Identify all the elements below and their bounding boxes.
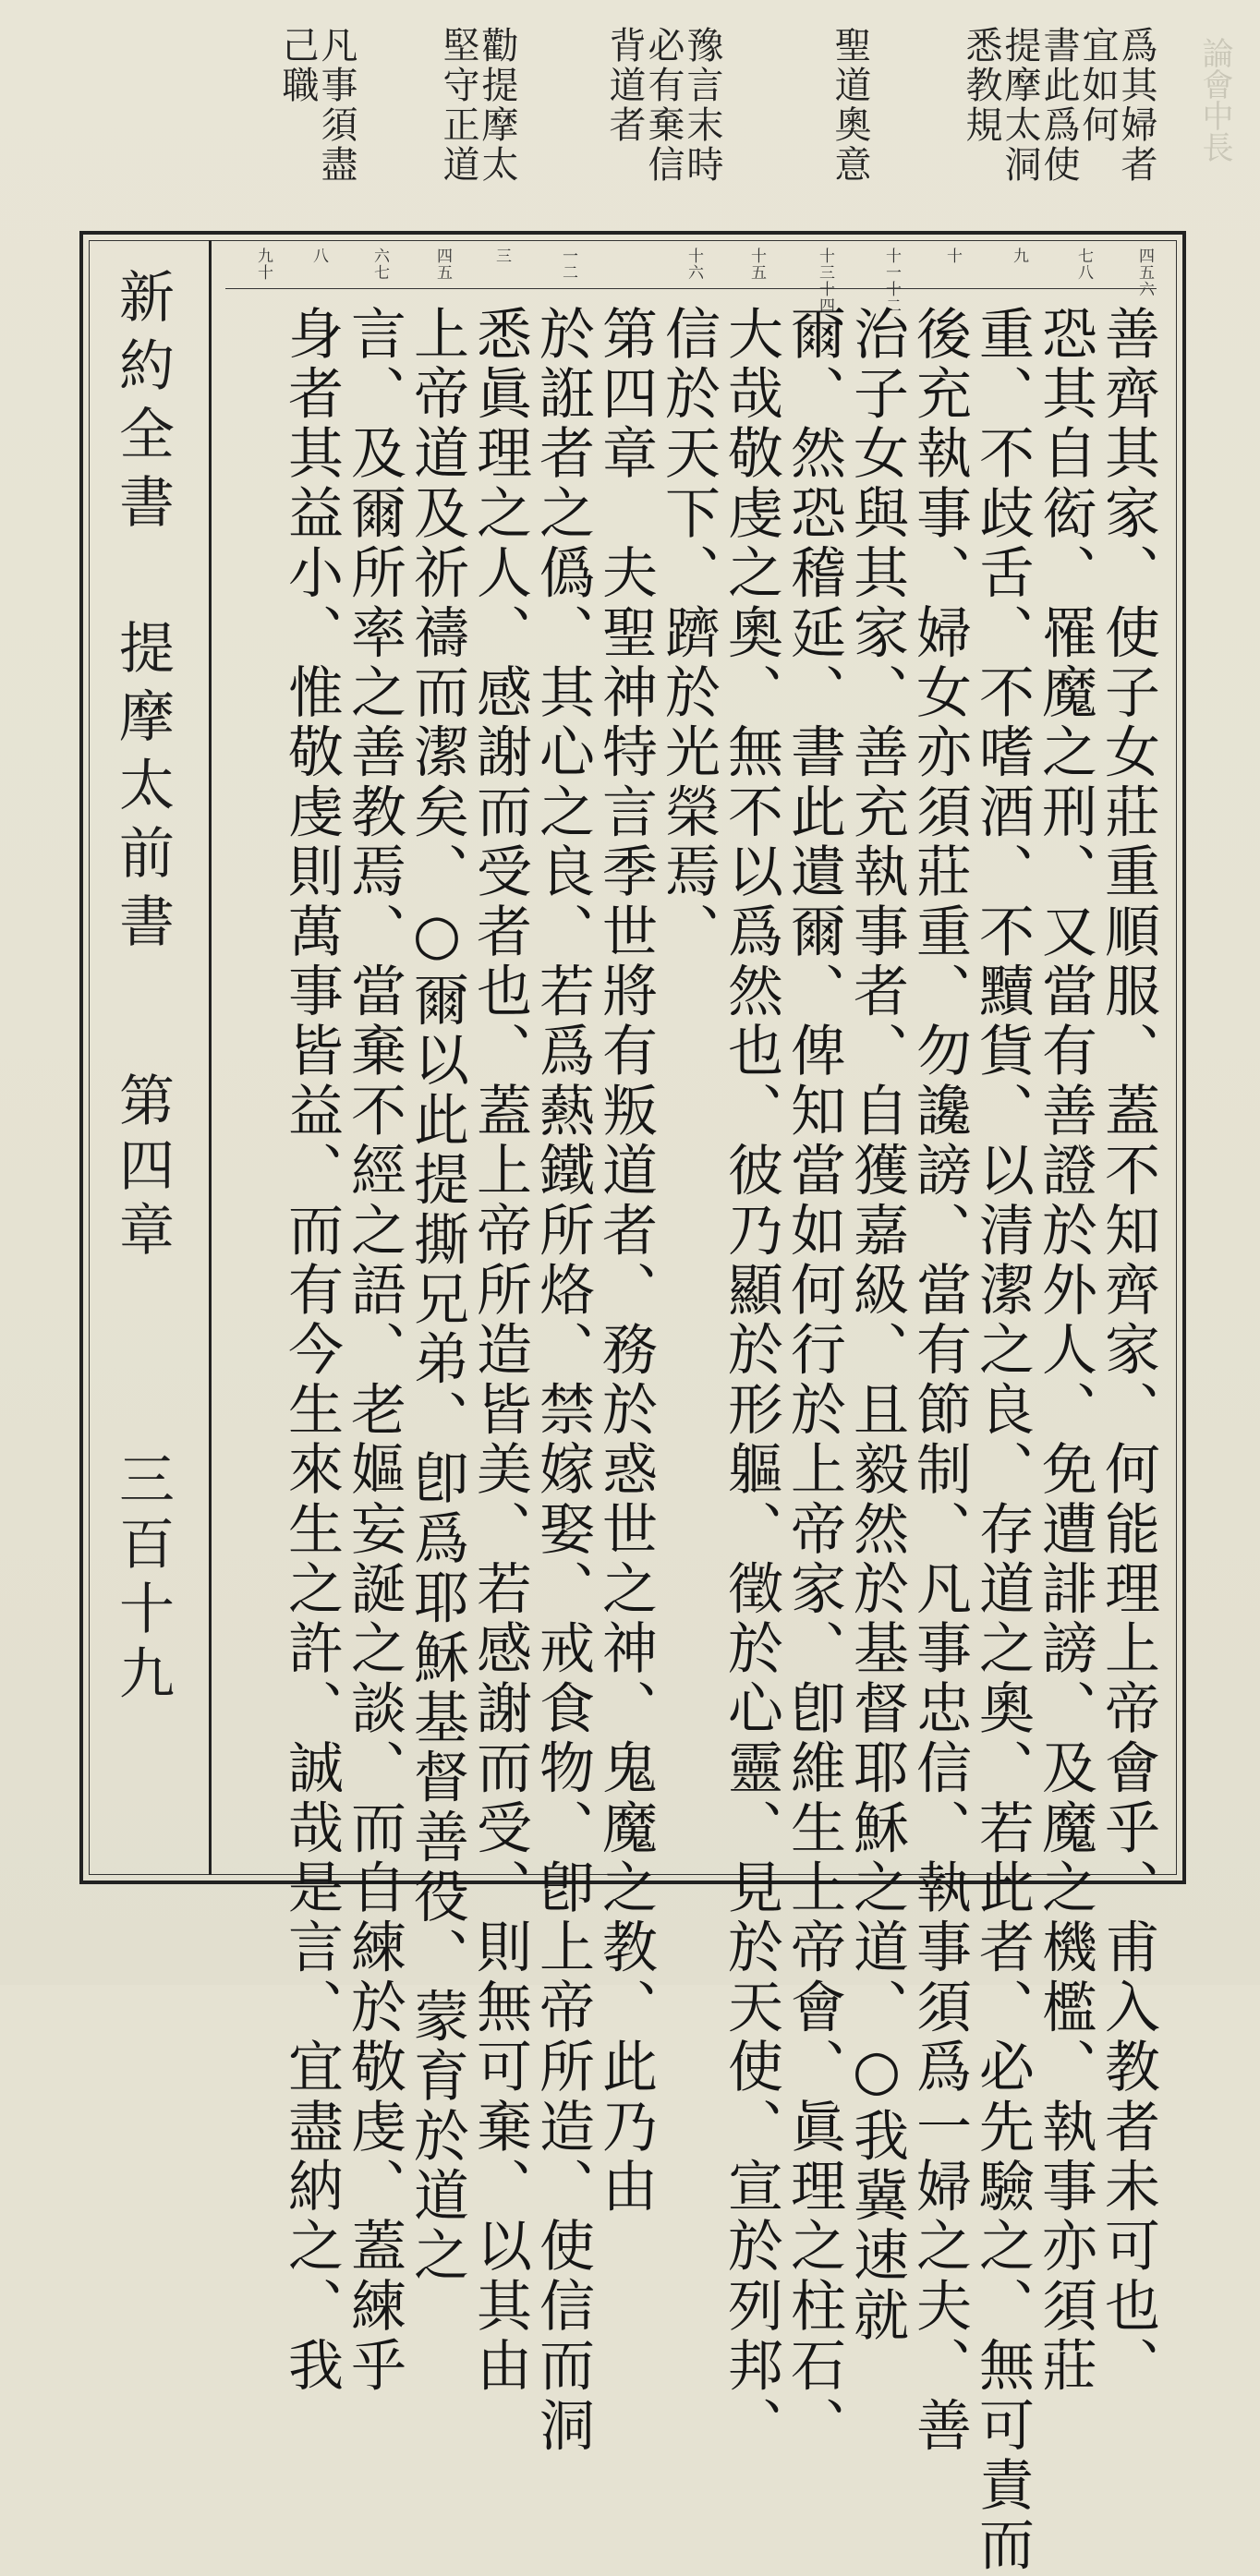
text-column: 上帝道及祈禱而潔矣、○爾以此提撕兄弟、卽爲耶穌基督善役、蒙育於道之 xyxy=(405,305,469,2287)
header-note-column: 堅守正道 xyxy=(437,26,479,185)
header-note-column: 勸提摩太 xyxy=(476,26,518,185)
chapter-label: 第四章 xyxy=(110,1071,175,1265)
header-note-column: 豫言末時 xyxy=(681,26,723,185)
text-column: 大哉敬虔之奧、無不以爲然也、彼乃顯於形軀、徵於心靈、見於天使、宣於列邦、 xyxy=(719,305,783,2457)
header-note-column: 聖道奧意 xyxy=(829,26,871,185)
verse-number: 一二 xyxy=(559,248,577,281)
text-column: 後充執事、婦女亦須莊重、勿讒謗、當有節制、凡事忠信、執事須爲一婦之夫、善 xyxy=(907,305,972,2457)
verse-number: 四五六 xyxy=(1135,248,1154,297)
text-column: 治子女與其家、善充執事者、自獲嘉級、且毅然於基督耶穌之道、○我冀速就 xyxy=(844,305,909,2346)
header-note-column: 書此爲使 xyxy=(1037,26,1080,185)
header-note-column: 背道者 xyxy=(603,26,646,145)
text-column: 言、及爾所率之善教焉、當棄不經之語、老嫗妄誕之談、而自練於敬虔、蓋練乎 xyxy=(342,305,406,2397)
verse-number: 十六 xyxy=(685,248,703,281)
verse-number: 十三十四 xyxy=(816,248,834,314)
verse-number: 九十 xyxy=(254,248,273,281)
verse-number: 六七 xyxy=(370,248,389,281)
book-collection-title: 新約全書 xyxy=(110,268,175,541)
text-column: 重、不歧舌、不嗜酒、不黷貨、以清潔之良、存道之奧、若此者、必先驗之、無可責而 xyxy=(970,305,1035,2576)
text-frame xyxy=(79,231,1186,2576)
header-notes xyxy=(148,26,1164,220)
verse-number: 七八 xyxy=(1074,248,1093,281)
verse-number-row xyxy=(225,244,1157,314)
verse-number: 八 xyxy=(309,248,328,264)
header-note-column: 宜如何 xyxy=(1076,26,1119,145)
text-column: 身者其益小、惟敬虔則萬事皆益、而有今生來生之許、誠哉是言、宜盡納之、我 xyxy=(279,305,344,2397)
verse-number: 四五 xyxy=(433,248,452,281)
header-note-column: 己職 xyxy=(276,26,319,105)
running-head xyxy=(89,240,212,1875)
scripture-text xyxy=(222,296,1160,2576)
header-note-column: 悉教規 xyxy=(960,26,1002,145)
verse-number: 三 xyxy=(492,248,511,264)
verse-number: 十一十二 xyxy=(882,248,901,314)
text-column: 悉眞理之人、感謝而受者也、蓋上帝所造皆美、若感謝而受、則無可棄、以其由 xyxy=(467,305,532,2397)
text-column: 信於天下、躋於光榮焉、 xyxy=(656,305,721,962)
verse-number: 十五 xyxy=(747,248,766,281)
text-column: 恐其自衒、罹魔之刑、又當有善證於外人、免遭誹謗、及魔之機檻、執事亦須莊 xyxy=(1033,305,1097,2397)
header-note-column: 提摩太洞 xyxy=(999,26,1041,185)
text-column: 善齊其家、使子女莊重順服、蓋不知齊家、何能理上帝會乎、甫入教者未可也、 xyxy=(1096,305,1160,2397)
page-number: 三百十九 xyxy=(110,1450,175,1709)
header-note-column: 凡事須盡 xyxy=(315,26,357,185)
text-column: 爾、然恐稽延、書此遺爾、俾知當如何行於上帝家、卽維生上帝會、眞理之柱石、 xyxy=(781,305,846,2457)
header-note-column: 爲其婦者 xyxy=(1115,26,1157,185)
text-column: 於誑者之僞、其心之良、若爲爇鐵所烙、禁嫁娶、戒食物、卽上帝所造、使信而洞 xyxy=(530,305,595,2457)
verse-number: 十 xyxy=(943,248,962,264)
text-column: 第四章 夫聖神特言季世將有叛道者、務於惑世之神、鬼魔之教、此乃由 xyxy=(593,305,658,2218)
header-note-column: 必有棄信 xyxy=(642,26,685,185)
verse-number: 九 xyxy=(1010,248,1028,264)
book-title: 提摩太前書 xyxy=(110,619,175,961)
bleed-through-text: 論會中長 xyxy=(1196,37,1233,163)
